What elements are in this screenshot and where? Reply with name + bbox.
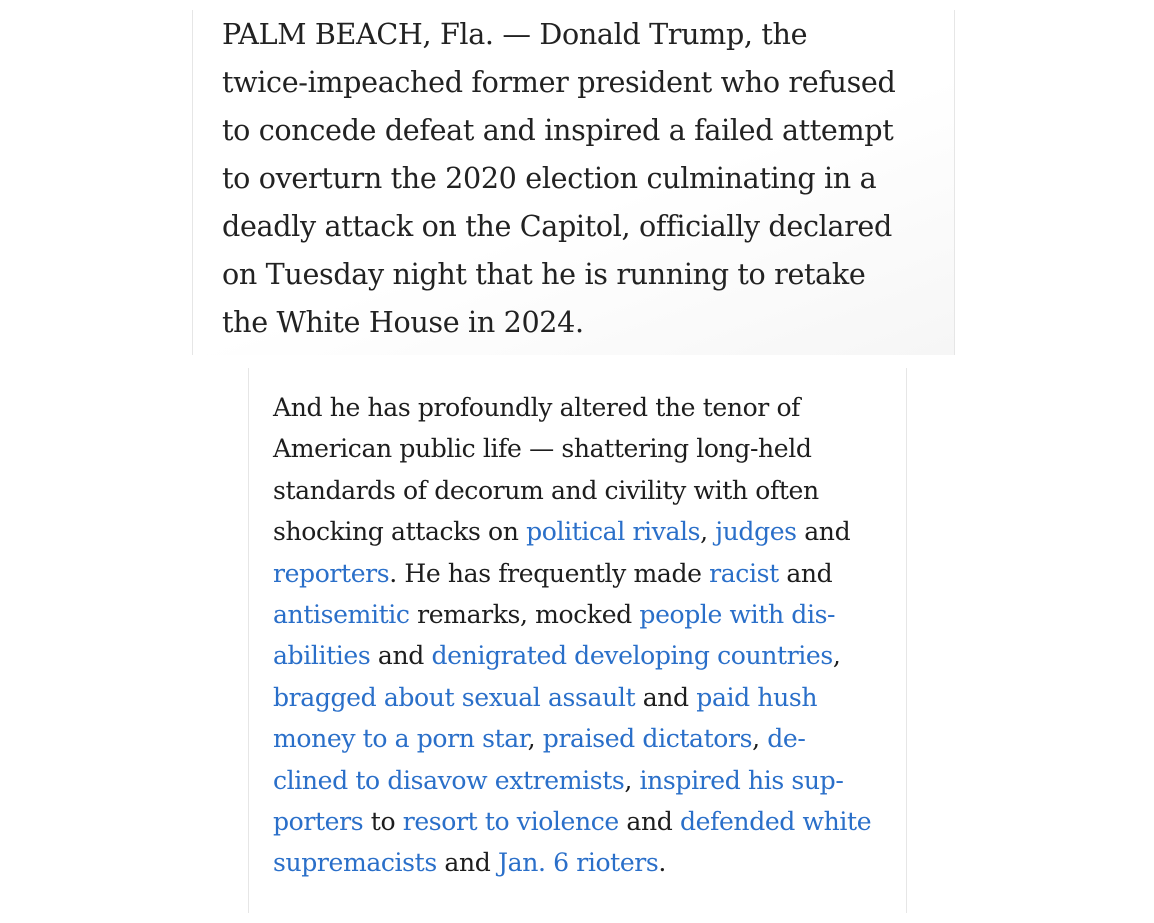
body-text: , bbox=[832, 641, 841, 671]
lead-line-7: the White House in 2024. bbox=[222, 305, 584, 339]
body-text: , bbox=[624, 765, 640, 795]
body-text: remarks, mocked bbox=[409, 600, 640, 630]
body-text: . He has frequently made bbox=[389, 558, 710, 588]
body-paragraph bbox=[273, 387, 905, 884]
body-text: and bbox=[436, 848, 498, 878]
lead-line-6: on Tuesday night that he is running to retake bbox=[222, 257, 866, 291]
link-declined-to-disavow-extremists[interactable]: de- bbox=[767, 724, 806, 754]
body-line-12 bbox=[273, 842, 905, 883]
body-line-11 bbox=[273, 801, 905, 842]
link-racist[interactable]: racist bbox=[709, 558, 779, 588]
link-judges[interactable]: judges bbox=[715, 517, 797, 547]
body-line-4 bbox=[273, 511, 905, 552]
body-line-10 bbox=[273, 760, 905, 801]
lead-line-5: deadly attack on the Capitol, officially declared bbox=[222, 209, 892, 243]
body-text: , bbox=[752, 724, 768, 754]
link-reporters[interactable]: reporters bbox=[273, 558, 390, 588]
link-praised-dictators[interactable]: praised dictators bbox=[542, 724, 753, 754]
body-paragraph-card bbox=[248, 368, 907, 913]
lead-paragraph bbox=[222, 10, 942, 346]
body-text: shocking attacks on bbox=[273, 517, 527, 547]
body-line-7 bbox=[273, 635, 905, 676]
lead-line-2: twice-impeached former president who refused bbox=[222, 65, 896, 99]
body-text: and bbox=[778, 558, 833, 588]
link-paid-hush-money[interactable]: money to a porn star bbox=[273, 724, 528, 754]
lead-line-1: PALM BEACH, Fla. — Donald Trump, the bbox=[222, 17, 808, 51]
body-line-6 bbox=[273, 594, 905, 635]
body-line-1: And he has profoundly altered the tenor of bbox=[273, 393, 801, 422]
link-bragged-about-sexual-assault[interactable]: bragged about sexual assault bbox=[273, 682, 636, 712]
body-line-8 bbox=[273, 677, 905, 718]
body-text: , bbox=[527, 724, 543, 754]
link-people-with-disabilities[interactable]: people with dis- bbox=[639, 600, 836, 630]
link-inspired-his-supporters[interactable]: inspired his sup- bbox=[639, 765, 844, 795]
body-text: and bbox=[618, 807, 680, 837]
body-line-3: standards of decorum and civility with often bbox=[273, 475, 819, 505]
body-line-9 bbox=[273, 718, 905, 759]
link-people-with-disabilities[interactable]: abilities bbox=[273, 641, 371, 671]
body-text: and bbox=[796, 517, 851, 547]
body-text: to bbox=[363, 807, 403, 837]
link-paid-hush-money[interactable]: paid hush bbox=[696, 682, 818, 712]
link-political-rivals[interactable]: political rivals bbox=[526, 517, 701, 547]
link-denigrated-developing-countries[interactable]: denigrated developing countries bbox=[431, 641, 833, 671]
body-text: and bbox=[635, 682, 697, 712]
link-resort-to-violence[interactable]: resort to violence bbox=[402, 807, 619, 837]
body-line-5 bbox=[273, 553, 905, 594]
link-antisemitic[interactable]: antisemitic bbox=[273, 600, 410, 630]
body-line-2: American public life — shattering long-held bbox=[273, 434, 812, 464]
body-text: . bbox=[658, 848, 666, 878]
link-defended-white-supremacists[interactable]: supremacists bbox=[273, 848, 437, 878]
body-text: , bbox=[700, 517, 716, 547]
link-jan-6-rioters[interactable]: Jan. 6 rioters bbox=[497, 848, 659, 878]
link-defended-white-supremacists[interactable]: defended white bbox=[679, 807, 872, 837]
body-text: and bbox=[370, 641, 432, 671]
lead-paragraph-card bbox=[192, 10, 955, 355]
lead-line-3: to concede defeat and inspired a failed attempt bbox=[222, 113, 894, 147]
link-declined-to-disavow-extremists[interactable]: clined to disavow extremists bbox=[273, 765, 625, 795]
lead-line-4: to overturn the 2020 election culminating in a bbox=[222, 161, 877, 195]
link-inspired-his-supporters[interactable]: porters bbox=[273, 807, 364, 837]
